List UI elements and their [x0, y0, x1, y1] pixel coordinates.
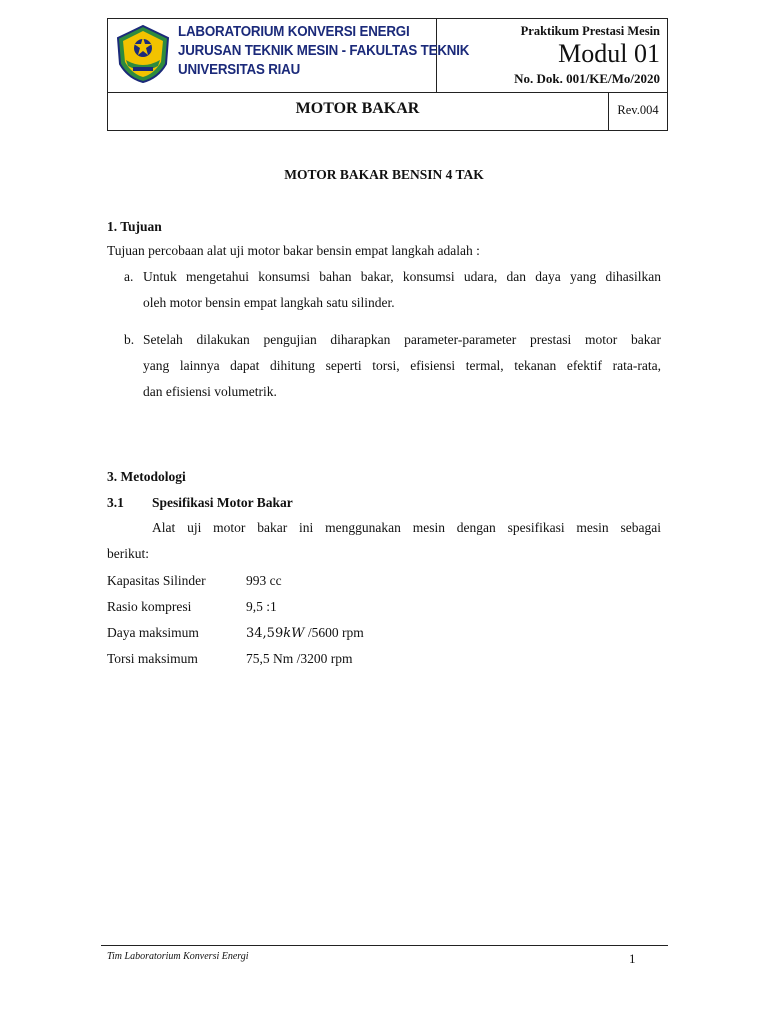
subsection-title: Spesifikasi Motor Bakar	[152, 495, 293, 510]
section-heading: 1. Tujuan	[107, 219, 162, 234]
revision-number: Rev.004	[617, 103, 659, 117]
page-number: 1	[629, 951, 636, 966]
section-heading: 3. Metodologi	[107, 469, 186, 484]
document-title: MOTOR BAKAR	[295, 100, 420, 117]
spec-value: 9,5 :1	[246, 599, 277, 614]
section-intro: Tujuan percobaan alat uji motor bakar bensin empat langkah adalah :	[107, 243, 480, 258]
paragraph-line: berikut:	[107, 546, 149, 561]
spec-value: 993 cc	[246, 573, 282, 588]
list-item-line: oleh motor bensin empat langkah satu silinder.	[143, 295, 395, 310]
spec-value: 75,5 Nm /3200 rpm	[246, 651, 353, 666]
department-name: JURUSAN TEKNIK MESIN - FAKULTAS TEKNIK	[178, 43, 470, 59]
list-item-line: Untuk mengetahui konsumsi bahan bakar, konsumsi udara, dan daya yang dihasilkan	[143, 269, 661, 284]
spec-label: Daya maksimum	[107, 625, 199, 640]
university-logo-icon	[114, 24, 172, 84]
list-item-line: yang lainnya dapat dihitung seperti torsi, efisiensi termal, tekanan efektif rata-rata,	[143, 358, 661, 373]
module-number: Modul 01	[558, 39, 660, 68]
list-marker: a.	[124, 269, 134, 284]
course-name: Praktikum Prestasi Mesin	[520, 24, 660, 38]
spec-label: Rasio kompresi	[107, 599, 192, 614]
list-marker: b.	[124, 332, 135, 347]
list-item-line: Setelah dilakukan pengujian diharapkan parameter-parameter prestasi motor bakar	[143, 332, 661, 347]
footer-divider	[101, 945, 668, 946]
spec-label: Kapasitas Silinder	[107, 573, 206, 588]
paragraph-line: Alat uji motor bakar ini menggunakan mesin dengan spesifikasi mesin sebagai	[152, 520, 661, 535]
footer-text: Tim Laboratorium Konversi Energi	[107, 951, 249, 962]
university-name: UNIVERSITAS RIAU	[178, 62, 301, 78]
spec-value	[246, 624, 364, 643]
header-divider	[107, 92, 668, 93]
spec-value-number: 34,59	[246, 626, 284, 641]
page-title: MOTOR BAKAR BENSIN 4 TAK	[284, 167, 484, 182]
spec-value-rest: /5600 rpm	[304, 625, 364, 640]
subsection-number: 3.1	[107, 495, 124, 510]
spec-value-unit: kW	[283, 626, 305, 641]
spec-label: Torsi maksimum	[107, 651, 198, 666]
list-item-line: dan efisiensi volumetrik.	[143, 384, 277, 399]
lab-name: LABORATORIUM KONVERSI ENERGI	[178, 24, 410, 40]
document-number: No. Dok. 001/KE/Mo/2020	[514, 71, 660, 86]
